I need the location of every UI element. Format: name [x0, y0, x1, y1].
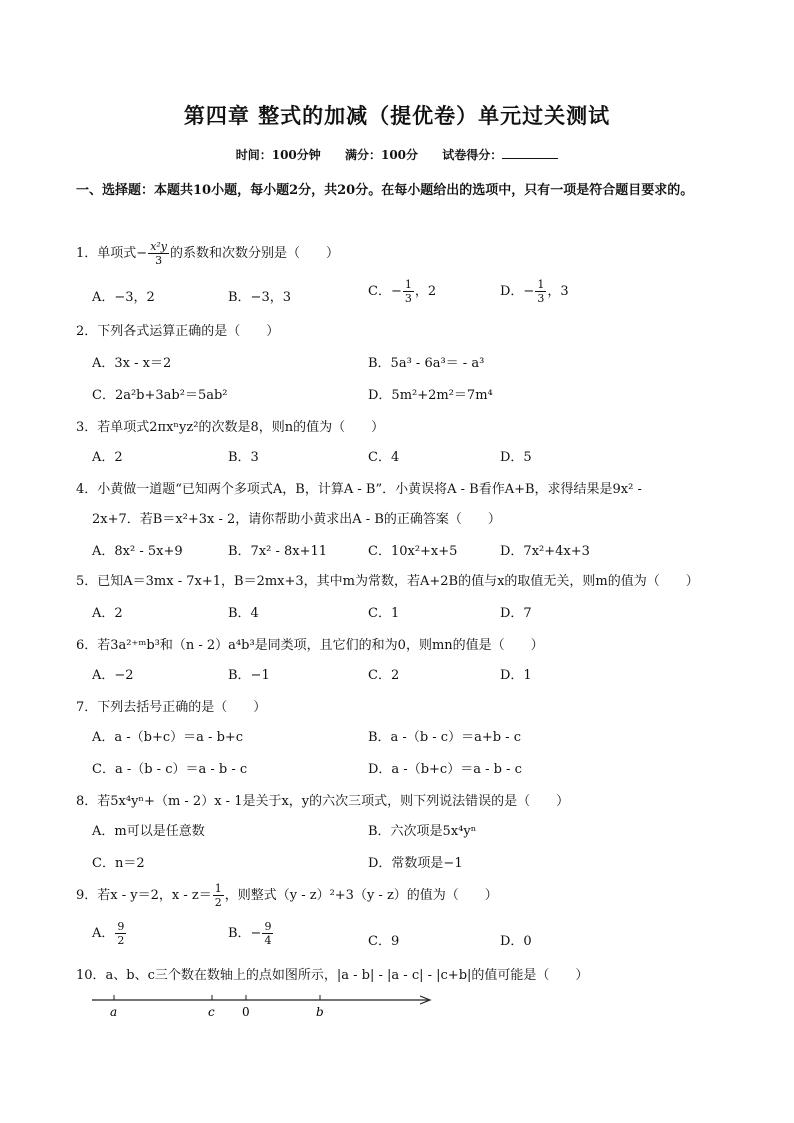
question-8: 8．若5x⁴yⁿ+（m - 2）x - 1是关于x，y的六次三项式，则下列说法错误的是（ ）: [76, 794, 570, 809]
fraction: [262, 920, 273, 947]
question-1: [76, 240, 339, 267]
option-c: C．2a²b+3ab²＝5ab²: [92, 388, 228, 403]
paper-score-label: 试卷得分：: [442, 148, 503, 162]
fraction-numerator: 1: [537, 278, 545, 291]
fraction-denominator: 3: [155, 254, 163, 267]
fraction-numerator: 1: [404, 278, 412, 291]
option-a: A．8x² - 5x+9: [92, 544, 183, 559]
option-b: B．六次项是5x⁴yⁿ: [368, 824, 477, 839]
fraction: [115, 920, 126, 947]
label-zero: 0: [242, 1005, 250, 1019]
option-d: [500, 278, 569, 305]
option-c: C．1: [368, 606, 400, 621]
option-d: D．a -（b+c）＝a - b - c: [368, 762, 522, 777]
question-text: 9．若x - y＝2，x - z＝: [76, 888, 212, 903]
fraction: [535, 278, 546, 305]
fraction-denominator: 4: [264, 934, 272, 947]
fraction-denominator: 2: [117, 934, 125, 947]
section-heading: 一、选择题：本题共10小题，每小题2分，共20分。在每小题给出的选项中，只有一项是符合题目要求的。: [76, 183, 694, 198]
option-a: A．2: [92, 450, 123, 465]
option-a: A．−3，2: [92, 290, 155, 305]
fraction: [148, 240, 169, 267]
option-b: B．5a³ - 6a³＝ - a³: [368, 356, 485, 371]
question-9: [76, 882, 498, 909]
option-b: B．−3，3: [228, 290, 291, 305]
question-5: 5．已知A＝3mx - 7x+1，B＝2mx+3，其中m为常数，若A+2B的值与x的取值无关，则m的值为（ ）: [76, 574, 699, 589]
question-6: 6．若3a²⁺ᵐb³和（n - 2）a⁴b³是同类项，且它们的和为0，则mn的值是（ ）: [76, 638, 544, 653]
label-b: b: [316, 1005, 324, 1019]
question-text: 的系数和次数分别是（ ）: [170, 246, 340, 261]
option-text: B．−: [228, 926, 262, 941]
fraction-numerator: 9: [264, 920, 272, 933]
fraction-denominator: 3: [537, 292, 545, 305]
fraction: [403, 278, 414, 305]
option-d: D．5: [500, 450, 532, 465]
question-7: 7．下列去括号正确的是（ ）: [76, 700, 267, 715]
option-a: [92, 920, 127, 947]
option-c: C．9: [368, 934, 400, 949]
fraction-numerator: x²y: [150, 240, 168, 253]
option-c: C．a -（b - c）＝a - b - c: [92, 762, 248, 777]
question-3: 3．若单项式2πxⁿyz²的次数是8，则n的值为（ ）: [76, 420, 385, 435]
fraction: [213, 882, 224, 909]
page-title: 第四章 整式的加减（提优卷）单元过关测试: [183, 103, 611, 128]
question-number: 1．: [76, 246, 98, 261]
option-text: ，3: [547, 284, 569, 299]
option-a: A．m可以是任意数: [92, 824, 205, 839]
fraction-numerator: 9: [117, 920, 125, 933]
option-b: B．7x² - 8x+11: [228, 544, 328, 559]
question-2: 2．下列各式运算正确的是（ ）: [76, 324, 280, 339]
option-a: A．−2: [92, 668, 134, 683]
option-d: D．1: [500, 668, 532, 683]
option-c: [368, 278, 436, 305]
fraction-denominator: 2: [214, 896, 222, 909]
question-4-line-1: 4．小黄做一道题“已知两个多项式A，B，计算A - B”．小黄误将A - B看作A+B，求得结果是9x² -: [76, 482, 642, 497]
option-b: B．a -（b - c）＝a+b - c: [368, 730, 521, 745]
label-c: c: [208, 1005, 215, 1019]
option-b: [228, 920, 274, 947]
option-c: C．10x²+x+5: [368, 544, 458, 559]
fraction-numerator: 1: [214, 882, 222, 895]
option-d: D．7x²+4x+3: [500, 544, 590, 559]
score-label: 满分：100分: [344, 148, 419, 162]
label-a: a: [110, 1005, 118, 1019]
option-c: C．n＝2: [92, 856, 145, 871]
option-a: A．a -（b+c）＝a - b+c: [92, 730, 244, 745]
option-a: A．3x - x＝2: [92, 356, 172, 371]
question-4-line-2: 2x+7．若B＝x²+3x - 2，请你帮助小黄求出A - B的正确答案（ ）: [92, 512, 501, 527]
fraction-denominator: 3: [404, 292, 412, 305]
option-b: B．3: [228, 450, 259, 465]
option-text: ，2: [414, 284, 437, 299]
question-10: 10．a、b、c三个数在数轴上的点如图所示，|a - b| - |a - c| - |c+b|的值可能是（ ）: [76, 968, 589, 983]
option-d: D．常数项是−1: [368, 856, 463, 871]
score-blank: [502, 147, 558, 159]
question-text: ，则整式（y - z）²+3（y - z）的值为（ ）: [224, 888, 498, 903]
option-d: D．7: [500, 606, 532, 621]
option-b: B．−1: [228, 668, 270, 683]
option-d: D．0: [500, 934, 532, 949]
option-text: A．: [92, 926, 115, 941]
option-c: C．2: [368, 668, 400, 683]
question-text: 单项式−: [97, 246, 148, 261]
exam-info: [0, 146, 794, 163]
option-c: C．4: [368, 450, 400, 465]
option-text: C．−: [368, 284, 402, 299]
option-b: B．4: [228, 606, 259, 621]
option-text: D．−: [500, 284, 535, 299]
time-label: 时间：100分钟: [235, 148, 321, 162]
option-a: A．2: [92, 606, 123, 621]
number-line-diagram: [90, 990, 440, 1026]
option-d: D．5m²+2m²＝7m⁴: [368, 388, 493, 403]
